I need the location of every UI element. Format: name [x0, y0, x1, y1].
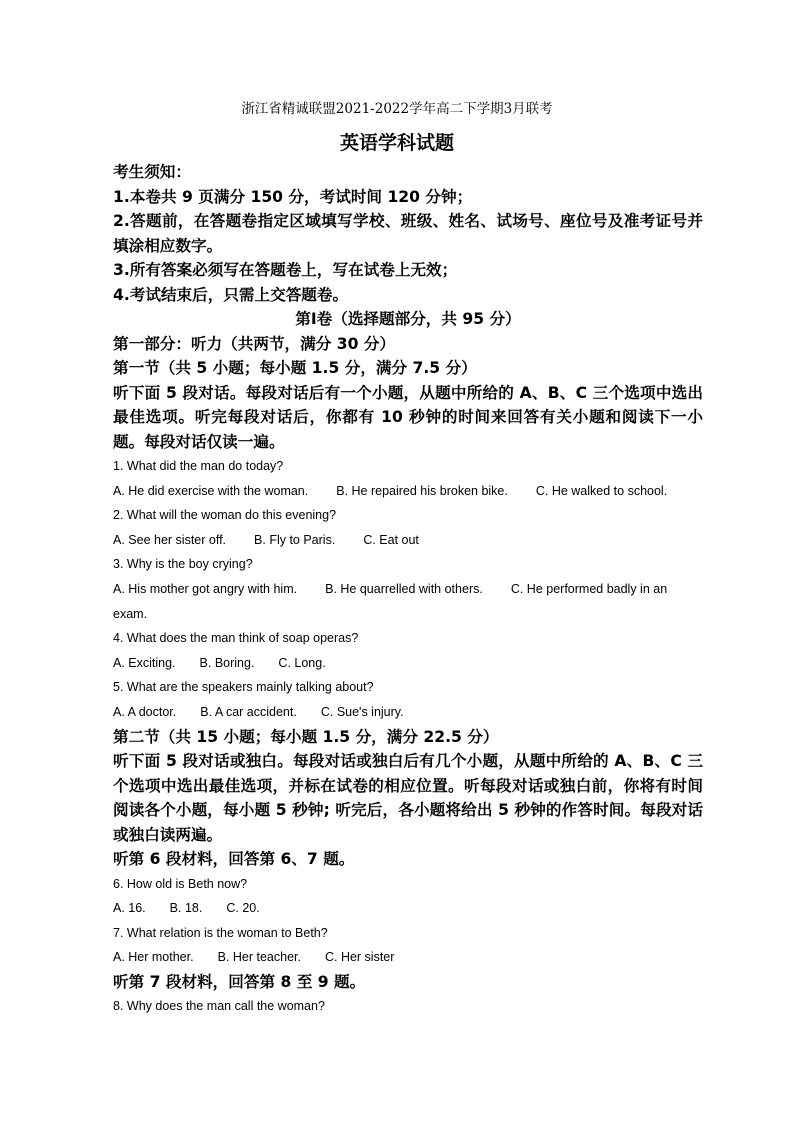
- option-c: C. Sue's injury.: [320, 704, 404, 719]
- material-6-heading: 听第 6 段材料，回答第 6、7 题。: [113, 850, 355, 869]
- section2-instructions: 听下面 5 段对话或独白。每段对话或独白后有几个小题，从题中所给的 A、B、C 三个选项中选出最佳选项，并标在试卷的相应位置。听每段对话或独白前，你将有时间阅读各个小题，每小题 5 秒钟; 听完后，各小题将给出 5 秒钟的作答时间。每段对话或独白读两遍。: [113, 752, 703, 844]
- option-a: A. 16.: [113, 901, 146, 916]
- option-a: A. Her mother.: [113, 950, 194, 965]
- option-a: A. Exciting.: [113, 655, 176, 670]
- volume-heading: 第Ⅰ卷（选择题部分，共 95 分）: [295, 310, 521, 328]
- option-b: B. He repaired his broken bike.: [336, 483, 508, 498]
- question-1: 1. What did the man do today?: [113, 459, 284, 473]
- option-a: A. He did exercise with the woman.: [113, 483, 309, 498]
- question-3-options: [113, 577, 703, 626]
- exam-content: [113, 160, 703, 1019]
- question-5-options: [113, 700, 703, 725]
- notice-item-2: 2.答题前，在答题卷指定区域填写学校、班级、姓名、试场号、座位号及准考证号并填涂相应数字。: [113, 212, 703, 255]
- part1-heading: 第一部分：听力（共两节，满分 30 分）: [113, 334, 396, 353]
- question-1-options: [113, 479, 703, 504]
- section2-heading: 第二节（共 15 小题；每小题 1.5 分，满分 22.5 分）: [113, 727, 499, 746]
- question-7-options: [113, 945, 703, 970]
- option-c: C. 20.: [226, 901, 260, 916]
- option-a: A. A doctor.: [113, 704, 177, 719]
- question-4: 4. What does the man think of soap operas?: [113, 631, 359, 646]
- option-c: C. Eat out: [363, 532, 419, 547]
- option-a: A. See her sister off.: [113, 532, 227, 547]
- option-b: B. 18.: [169, 901, 203, 916]
- option-c: C. Her sister: [324, 950, 395, 965]
- exam-title: 英语学科试题: [339, 132, 454, 154]
- question-6-options: [113, 896, 703, 921]
- section1-heading: 第一节（共 5 小题；每小题 1.5 分，满分 7.5 分）: [113, 359, 477, 377]
- option-c: C. He performed badly in an exam.: [113, 581, 668, 621]
- question-7: 7. What relation is the woman to Beth?: [113, 925, 328, 940]
- question-2-options: [113, 528, 703, 553]
- option-b: B. Boring.: [199, 655, 255, 670]
- question-5: 5. What are the speakers mainly talking about?: [113, 680, 374, 695]
- option-c: C. Long.: [278, 655, 326, 670]
- question-2: 2. What will the woman do this evening?: [113, 508, 337, 523]
- option-b: B. Her teacher.: [217, 950, 301, 965]
- notice-item-3: 3.所有答案必须写在答题卷上，写在试卷上无效；: [113, 261, 458, 279]
- section1-instructions: 听下面 5 段对话。每段对话后有一个小题，从题中所给的 A、B、C 三个选项中选出最佳选项。听完每段对话后，你都有 10 秒钟的时间来回答有关小题和阅读下一小题。每段对话仅读一遍。: [113, 383, 703, 451]
- notice-item-1: 1.本卷共 9 页满分 150 分，考试时间 120 分钟；: [113, 187, 473, 206]
- notice-item-4: 4.考试结束后，只需上交答题卷。: [113, 285, 349, 304]
- material-7-heading: 听第 7 段材料，回答第 8 至 9 题。: [113, 972, 366, 991]
- question-6: 6. How old is Beth now?: [113, 876, 248, 891]
- option-c: C. He walked to school.: [535, 483, 668, 498]
- option-b: B. He quarrelled with others.: [325, 581, 483, 596]
- question-3: 3. Why is the boy crying?: [113, 557, 253, 572]
- option-b: B. A car accident.: [200, 704, 297, 719]
- exam-header: 浙江省精诚联盟2021-2022学年高二下学期3月联考: [241, 101, 553, 117]
- option-b: B. Fly to Paris.: [254, 532, 336, 547]
- question-4-options: [113, 651, 703, 676]
- notice-heading: 考生须知：: [113, 163, 191, 181]
- option-a: A. His mother got angry with him.: [113, 581, 298, 596]
- question-8: 8. Why does the man call the woman?: [113, 999, 325, 1014]
